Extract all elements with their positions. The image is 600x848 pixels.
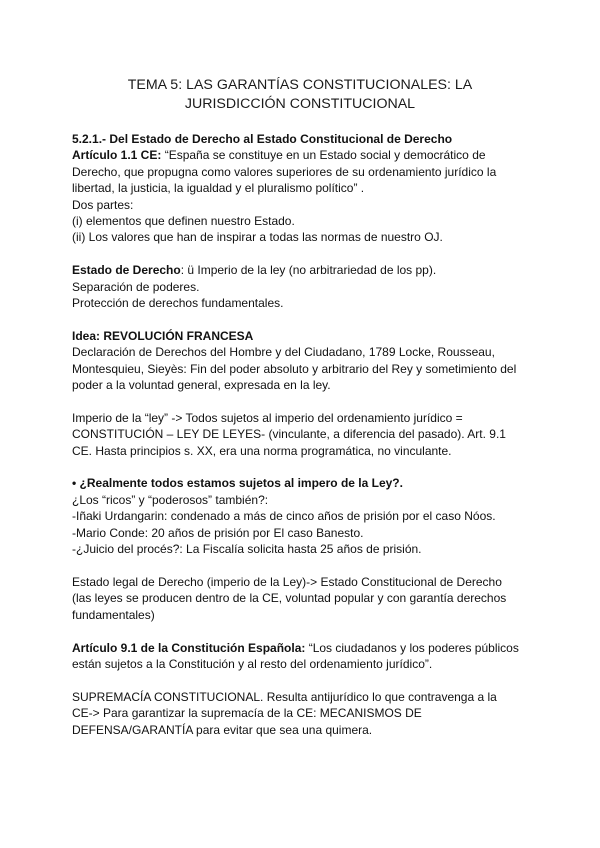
paragraph-line: Estado legal de Derecho (imperio de la Ley)-> Estado Constitucional de Derecho (72, 574, 502, 589)
article-text: “Los ciudadanos y los poderes públicos (305, 640, 519, 655)
paragraph-line: SUPREMACÍA CONSTITUCIONAL. Resulta antijurídico lo que contravenga a la (72, 689, 497, 704)
paragraph-line: ¿Los “ricos” y “poderosos” también?: (72, 492, 269, 507)
article-text: “España se constituye en un Estado social y democrático de (161, 148, 486, 163)
list-item: (ii) Los valores que han de inspirar a todas las normas de nuestro OJ. (72, 230, 443, 245)
list-item: -Mario Conde: 20 años de prisión por El caso Banesto. (72, 525, 364, 540)
section-heading: Idea: REVOLUCIÓN FRANCESA (72, 328, 254, 343)
paragraph-line: están sujetos a la Constitución y al resto del ordenamiento jurídico”. (72, 656, 433, 671)
paragraph-line: Imperio de la “ley” -> Todos sujetos al imperio del ordenamiento jurídico = (72, 410, 463, 425)
paragraph-line: Protección de derechos fundamentales. (72, 296, 284, 311)
paragraph-line: fundamentales) (72, 607, 155, 622)
section-revolucion-francesa (72, 328, 544, 394)
paragraph-line: poder a la voluntad general, expresada en la ley. (72, 378, 331, 393)
paragraph-line: libertad, la justicia, la igualdad y el pluralismo político” . (72, 181, 365, 196)
list-item: (i) elementos que definen nuestro Estado. (72, 214, 295, 229)
paragraph-line: DEFENSA/GARANTÍA para evitar que sea una quimera. (72, 722, 373, 737)
article-label: Artículo 1.1 CE: (72, 148, 162, 163)
section-heading: • ¿Realmente todos estamos sujetos al impero de la Ley?. (72, 476, 403, 491)
title-line-2: JURISDICCIÓN CONSTITUCIONAL (184, 96, 416, 112)
section-estado-de-derecho (72, 262, 544, 311)
section-supremacia (72, 689, 544, 738)
paragraph-line: CONSTITUCIÓN – LEY DE LEYES- (vinculante, a diferencia del pasado). Art. 9.1 (72, 427, 506, 442)
section-sujetos-ley (72, 475, 544, 557)
section-articulo-9-1 (72, 640, 544, 673)
list-item: -Iñaki Urdangarin: condenado a más de cinco años de prisión por el caso Nóos. (72, 509, 496, 524)
paragraph-line: Derecho, que propugna como valores superiores de su ordenamiento jurídico la (72, 164, 497, 179)
estado-derecho-line (72, 262, 544, 278)
article-label: Artículo 9.1 de la Constitución Española: (72, 640, 306, 655)
document-body (72, 131, 544, 754)
section-estado-constitucional (72, 131, 544, 246)
list-item: -¿Juicio del procés?: La Fiscalía solicita hasta 25 años de prisión. (72, 542, 422, 557)
paragraph-line: CE. Hasta principios s. XX, era una norma programática, no vinculante. (72, 443, 452, 458)
term-label: Estado de Derecho (72, 263, 181, 278)
paragraph-line: Montesquieu, Sieyès: Fin del poder absoluto y arbitrario del Rey y sometimiento del (72, 361, 517, 376)
title-line-1: TEMA 5: LAS GARANTÍAS CONSTITUCIONALES: LA (127, 77, 473, 93)
article-1-1-line (72, 147, 544, 163)
section-heading: 5.2.1.- Del Estado de Derecho al Estado Constitucional de Derecho (72, 132, 453, 146)
paragraph-line: Dos partes: (72, 197, 134, 212)
paragraph-line: CE-> Para garantizar la supremacía de la CE: MECANISMOS DE (72, 706, 422, 721)
section-imperio-ley (72, 410, 544, 459)
article-9-1-line (72, 640, 544, 656)
term-text: : ü Imperio de la ley (no arbitrariedad de los pp). (180, 263, 437, 278)
paragraph-line: Separación de poderes. (72, 279, 200, 294)
paragraph-line: Declaración de Derechos del Hombre y del Ciudadano, 1789 Locke, Rousseau, (72, 345, 495, 360)
page-title (60, 76, 540, 114)
section-estado-legal (72, 574, 544, 623)
paragraph-line: (las leyes se producen dentro de la CE, voluntad popular y con garantía derechos (72, 591, 507, 606)
